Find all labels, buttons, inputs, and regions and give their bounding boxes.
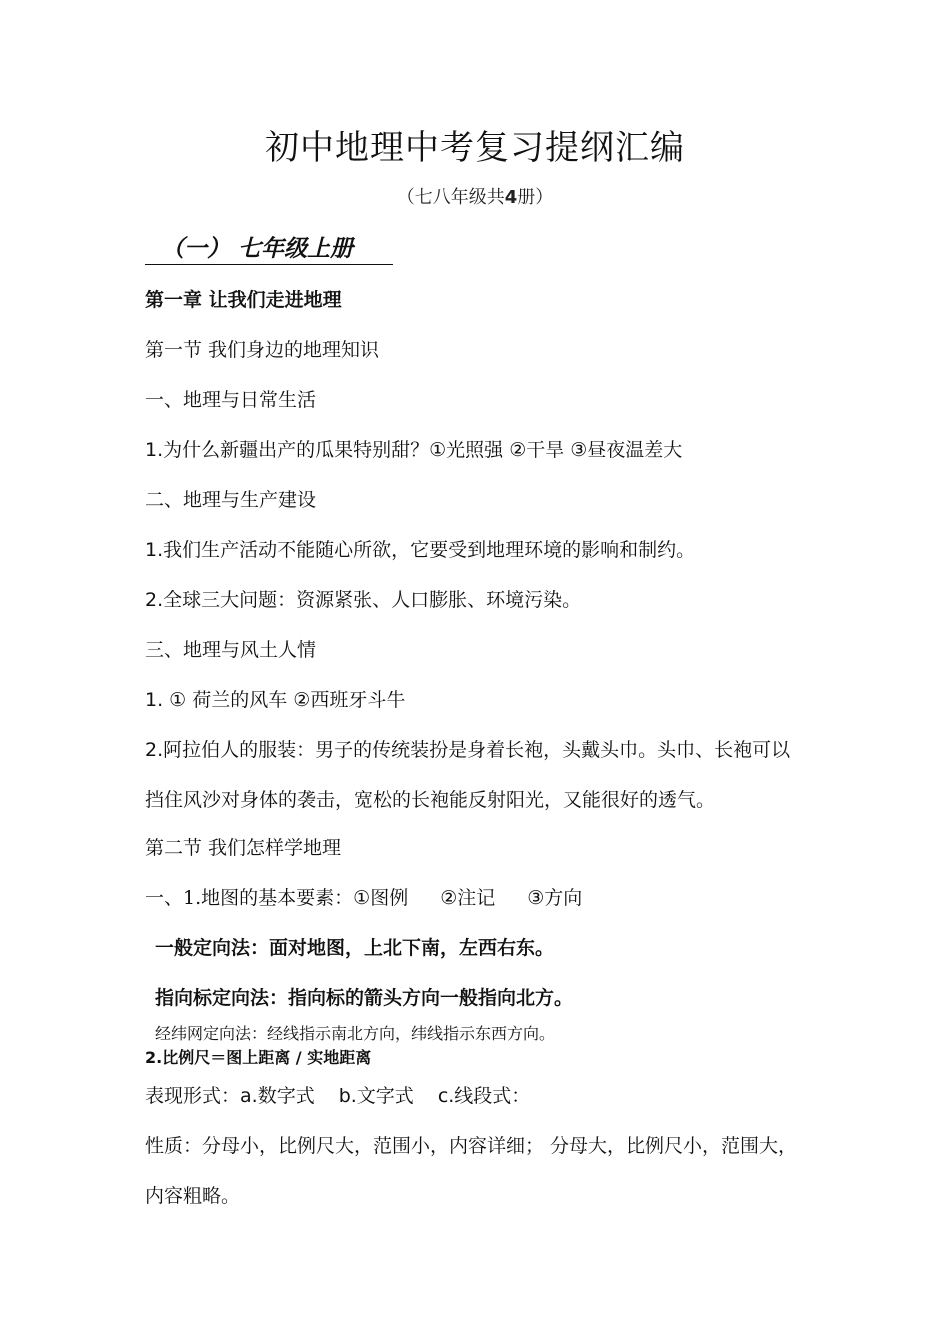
scale-nature-line: 性质：分母小，比例尺大，范围小，内容详细； 分母大，比例尺小，范围大， [145, 1135, 798, 1157]
scale-formula-line: 2.比例尺＝图上距离 / 实地距离 [145, 1048, 372, 1067]
subsection-heading: 二、地理与生产建设 [145, 489, 317, 511]
scale-forms-line [145, 1084, 530, 1108]
paragraph-line: 挡住风沙对身体的袭击，宽松的长袍能反射阳光，又能很好的透气。 [145, 789, 716, 811]
map-elements-line [145, 886, 582, 910]
document-title: 初中地理中考复习提纲汇编 [265, 128, 685, 168]
map-number: 1. [183, 887, 202, 909]
paragraph-line: 1.我们生产活动不能随心所欲，它要受到地理环境的影响和制约。 [145, 539, 696, 561]
subtitle-close: 册） [517, 187, 554, 208]
direction-method-line: 经纬网定向法：经线指示南北方向，纬线指示东西方向。 [155, 1024, 556, 1043]
subtitle-open: （七八年级共 [396, 187, 505, 208]
direction-method-line: 一般定向法：面对地图，上北下南，左西右东。 [155, 937, 555, 959]
paragraph-line: 2.阿拉伯人的服装：男子的传统装扮是身着长袍，头戴头巾。头巾、长袍可以 [145, 739, 791, 761]
forms-label: 表现形式： [145, 1085, 241, 1107]
part-heading [145, 234, 393, 265]
part-heading-text: （一） 七年级上册 [161, 236, 354, 262]
subtitle-volume-count: 4 [504, 187, 518, 208]
form-item: c.线段式： [437, 1085, 531, 1107]
subsection-heading: 三、地理与风土人情 [145, 639, 317, 661]
map-element-item: ①图例 [353, 887, 409, 909]
direction-method-line: 指向标定向法：指向标的箭头方向一般指向北方。 [155, 987, 574, 1009]
chapter-heading: 第一章 让我们走进地理 [145, 289, 342, 311]
map-label: 地图的基本要素： [201, 887, 354, 909]
scale-nature-line: 内容粗略。 [145, 1185, 241, 1207]
paragraph-line: 2.全球三大问题：资源紧张、人口膨胀、环境污染。 [145, 589, 582, 611]
section-heading: 第一节 我们身边的地理知识 [145, 339, 380, 361]
map-prefix: 一、 [145, 887, 184, 909]
form-item: a.数字式 [240, 1085, 315, 1107]
section-heading: 第二节 我们怎样学地理 [145, 837, 342, 859]
map-element-item: ③方向 [527, 887, 583, 909]
question-line: 1.为什么新疆出产的瓜果特别甜？①光照强 ②干旱 ③昼夜温差大 [145, 439, 683, 461]
paragraph-line: 1. ① 荷兰的风车 ②西班牙斗牛 [145, 689, 406, 711]
map-element-item: ②注记 [440, 887, 496, 909]
form-item: b.文字式 [338, 1085, 414, 1107]
document-subtitle [0, 186, 950, 210]
subsection-heading: 一、地理与日常生活 [145, 389, 317, 411]
